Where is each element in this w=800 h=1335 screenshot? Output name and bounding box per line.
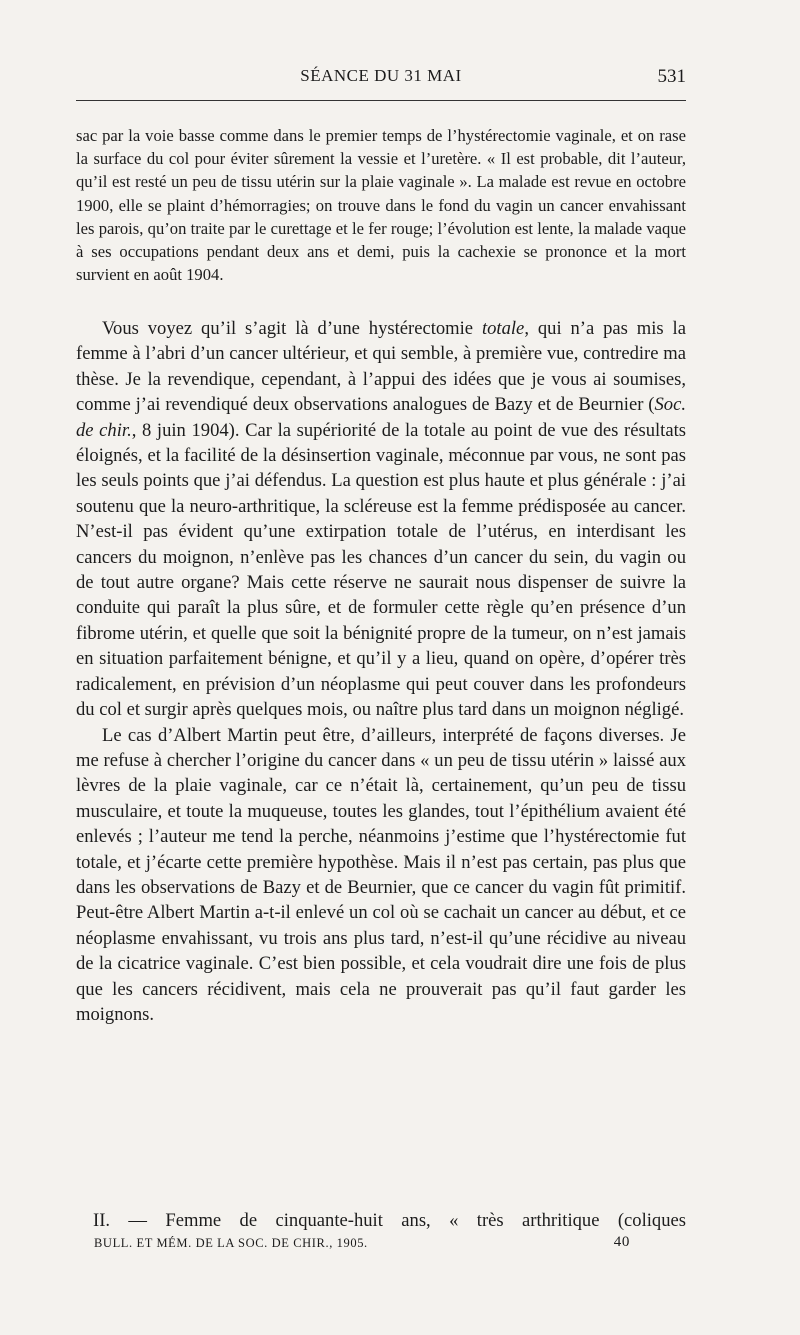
header-rule (76, 100, 686, 101)
paragraph-case-two-start: II. — Femme de cinquante-huit ans, « très arthritique (coliques (93, 1210, 686, 1231)
journal-reference: BULL. ET MÉM. DE LA SOC. DE CHIR., 1905. (94, 1236, 368, 1250)
main-text (76, 316, 686, 1027)
paragraph-case-report: sac par la voie basse comme dans le premier temps de l’hystérectomie vaginale, et on rase la surface du col pour éviter sûrement la vessie et l’uretère. « Il est probable, dit l’auteur, qu’il est resté un peu de tissu utérin sur la plaie vaginale ». La malade est revue en octobre 1900, elle se plaint d’hémorragies; on trouve dans le fond du vagin un cancer envahissant les parois, qu’on traite par le curettage et le fer rouge; l’évolution est lente, la malade vaque à ses occupations pendant deux ans et demi, puis la cachexie se prononce et la mort survient en août 1904. (76, 126, 686, 285)
signature-mark: 40 (613, 1234, 630, 1250)
paragraph-hysterectomy-discussion: Vous voyez qu’il s’agit là d’une hystérectomie totale, qui n’a pas mis la femme à l’abri d’un cancer ultérieur, et qui semble, à première vue, contredire ma thèse. Je la revendique, cependant, à l’appui des idées que je vous ai soumises, comme j’ai revendiqué deux observations analogues de Bazy et de Beurnier (Soc. de chir., 8 juin 1904). Car la supériorité de la totale au point de vue des résultats éloignés, et la facilité de la désinsertion vaginale, méconnue par vous, ne sont pas les seuls points que j’ai défendus. La question est plus haute et plus générale : j’ai soutenu que la neuro-arthritique, la scléreuse est la femme prédisposée au cancer. N’est-il pas évident qu’une extirpation totale de l’utérus, en interdisant les cancers du moignon, n’enlève pas les chances d’un cancer du sein, du vagin ou de tout autre organe? Mais cette réserve ne saurait nous dispenser de suivre la conduite qui paraît la plus sûre, et de formuler cette règle qu’en présence d’un fibrome utérin, et quelle que soit la bénignité propre de la tumeur, on n’est jamais en situation parfaitement bénigne, et qu’il y a lieu, quand on opère, d’opérer très radicalement, en prévision d’un néoplasme qui peut couver dans les profondeurs du col et surgir après quelques mois, ou naître plus tard dans un moignon négligé. (76, 318, 686, 721)
page-number: 531 (657, 66, 686, 87)
paragraph-albert-martin-case: Le cas d’Albert Martin peut être, d’ailleurs, interprété de façons diverses. Je me refuse à chercher l’origine du cancer dans « un peu de tissu utérin » laissé aux lèvres de la plaie vaginale, car ce n’était là, certainement, qu’un peu de tissu musculaire, et toute la muqueuse, toutes les glandes, tout l’épithélium avaient été enlevés ; l’auteur me tend la perche, néanmoins j’estime que l’hystérectomie fut totale, et j’écarte cette première hypothèse. Mais il n’est pas certain, pas plus que dans les observations de Bazy et de Beurnier, que ce cancer du vagin fût primitif. Peut-être Albert Martin a-t-il enlevé un col où se cachait un cancer au début, et ce néoplasme envahissant, vu trois ans plus tard, n’est-il qu’une récidive au niveau de la cicatrice vaginale. C’est bien possible, et cela voudrait dire une fois de plus que les cancers récidivent, mais cela ne prouverait pas qu’il faut garder les moignons. (76, 724, 686, 1025)
case-report-continuation (76, 124, 686, 286)
page-footer (76, 1236, 686, 1256)
running-title: SÉANCE DU 31 MAI (300, 66, 462, 85)
page-header (76, 66, 686, 92)
